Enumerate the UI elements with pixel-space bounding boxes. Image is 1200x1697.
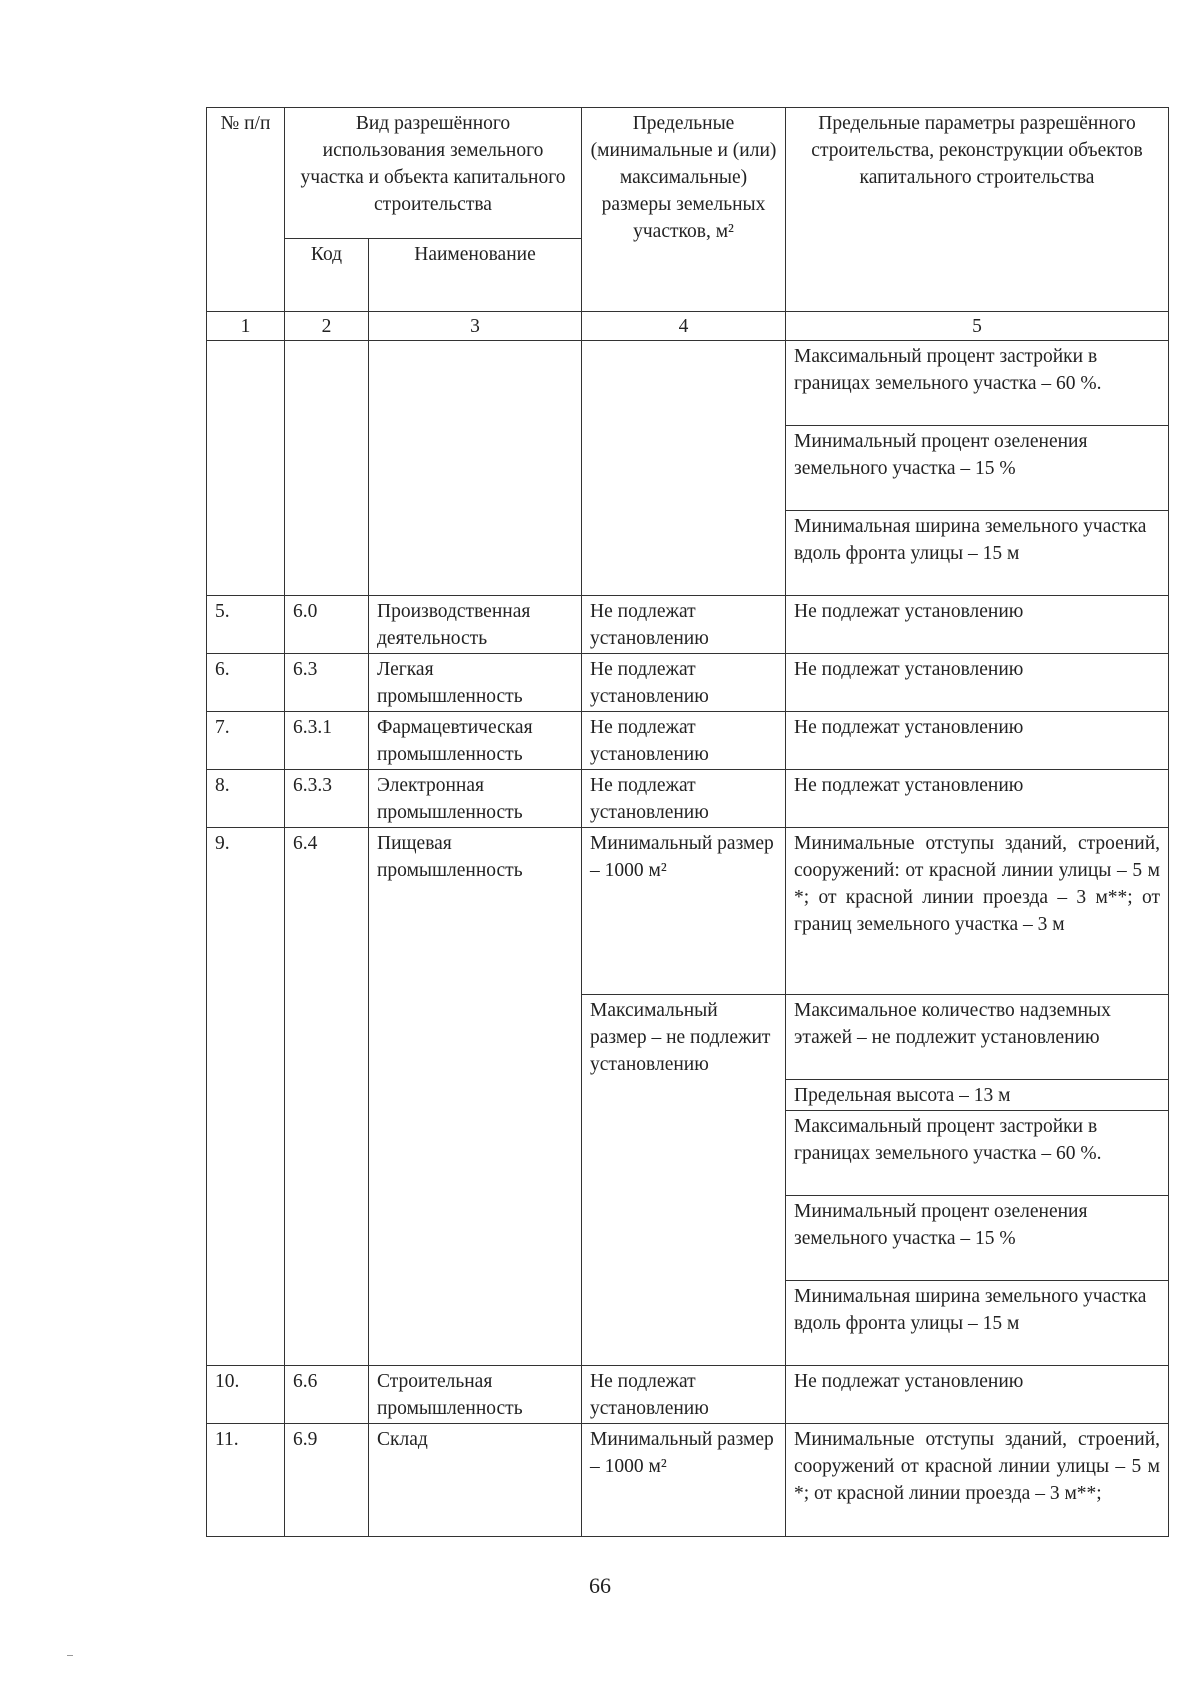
cell-code — [285, 341, 369, 596]
cell-name — [369, 341, 582, 596]
cell-param: Не подлежат установлению — [786, 1366, 1169, 1424]
cell-size — [582, 341, 786, 596]
cell-param: Минимальная ширина земельного участка вдоль фронта улицы – 15 м — [786, 1281, 1169, 1366]
cell-no: 5. — [207, 596, 285, 654]
cell-size: Минимальный размер – 1000 м² — [582, 1424, 786, 1537]
cell-size: Не подлежат установлению — [582, 770, 786, 828]
cell-param: Не подлежат установлению — [786, 770, 1169, 828]
cell-param: Минимальная ширина земельного участка вдоль фронта улицы – 15 м — [786, 511, 1169, 596]
table-row — [207, 770, 1169, 828]
cell-size: Минимальный размер – 1000 м² — [582, 828, 786, 995]
cell-size: Не подлежат установлению — [582, 712, 786, 770]
cell-size: Не подлежат установлению — [582, 1366, 786, 1424]
cell-no — [207, 341, 285, 596]
cell-param: Минимальные отступы зданий, строений, сооружений: от красной линии улицы – 5 м *; от красной линии проезда – 3 м**; от границ земельного участка – 3 м — [786, 828, 1169, 995]
header-params: Предельные параметры разрешённого строительства, реконструкции объектов капитального строительства — [786, 108, 1169, 312]
cell-param: Предельная высота – 13 м — [786, 1080, 1169, 1111]
cell-name: Легкая промышленность — [369, 654, 582, 712]
cell-code: 6.4 — [285, 828, 369, 1366]
cell-code: 6.3.3 — [285, 770, 369, 828]
table-row — [207, 1366, 1169, 1424]
column-number: 1 — [207, 312, 285, 341]
table-row — [207, 654, 1169, 712]
cell-name: Пищевая промышленность — [369, 828, 582, 1366]
table-row — [207, 828, 1169, 995]
land-use-table — [206, 107, 1169, 1537]
cell-name: Склад — [369, 1424, 582, 1537]
header-kod: Код — [285, 239, 369, 312]
table-row — [207, 1424, 1169, 1537]
column-number-row — [207, 312, 1169, 341]
header-name: Наименование — [369, 239, 582, 312]
cell-code: 6.6 — [285, 1366, 369, 1424]
cell-code: 6.0 — [285, 596, 369, 654]
cell-param: Минимальный процент озеленения земельного участка – 15 % — [786, 1196, 1169, 1281]
column-number: 5 — [786, 312, 1169, 341]
cell-param: Не подлежат установлению — [786, 712, 1169, 770]
cell-name: Электронная промышленность — [369, 770, 582, 828]
page-number: 66 — [589, 1573, 611, 1598]
cell-code: 6.3.1 — [285, 712, 369, 770]
cell-param: Минимальные отступы зданий, строений, сооружений от красной линии улицы – 5 м *; от красной линии проезда – 3 м**; — [786, 1424, 1169, 1537]
cell-no: 9. — [207, 828, 285, 1366]
cell-no: 10. — [207, 1366, 285, 1424]
cell-no: 7. — [207, 712, 285, 770]
cell-param: Максимальный процент застройки в границах земельного участка – 60 %. — [786, 1111, 1169, 1196]
cell-param: Максимальный процент застройки в границах земельного участка – 60 %. — [786, 341, 1169, 426]
header-row — [207, 108, 1169, 239]
cell-param: Не подлежат установлению — [786, 654, 1169, 712]
cell-no: 11. — [207, 1424, 285, 1537]
scan-mark — [67, 1655, 73, 1656]
table-row — [207, 596, 1169, 654]
cell-code: 6.9 — [285, 1424, 369, 1537]
cell-param: Не подлежат установлению — [786, 596, 1169, 654]
cell-name: Производственная деятельность — [369, 596, 582, 654]
cell-size: Не подлежат установлению — [582, 596, 786, 654]
column-number: 4 — [582, 312, 786, 341]
cell-param: Минимальный процент озеленения земельного участка – 15 % — [786, 426, 1169, 511]
cell-param: Максимальное количество надземных этажей – не подлежит установлению — [786, 995, 1169, 1080]
cell-name: Фармацевтическая промышленность — [369, 712, 582, 770]
column-number: 2 — [285, 312, 369, 341]
cell-size: Максимальный размер – не подлежит установлению — [582, 995, 786, 1366]
cell-no: 6. — [207, 654, 285, 712]
header-no: № п/п — [207, 108, 285, 312]
column-number: 3 — [369, 312, 582, 341]
cell-no: 8. — [207, 770, 285, 828]
header-sizes: Предельные (минимальные и (или) максимальные) размеры земельных участков, м² — [582, 108, 786, 312]
header-vid: Вид разрешённого использования земельного участка и объекта капитального строительства — [285, 108, 582, 239]
table-row — [207, 341, 1169, 426]
table-row — [207, 712, 1169, 770]
cell-code: 6.3 — [285, 654, 369, 712]
cell-size: Не подлежат установлению — [582, 654, 786, 712]
cell-name: Строительная промышленность — [369, 1366, 582, 1424]
